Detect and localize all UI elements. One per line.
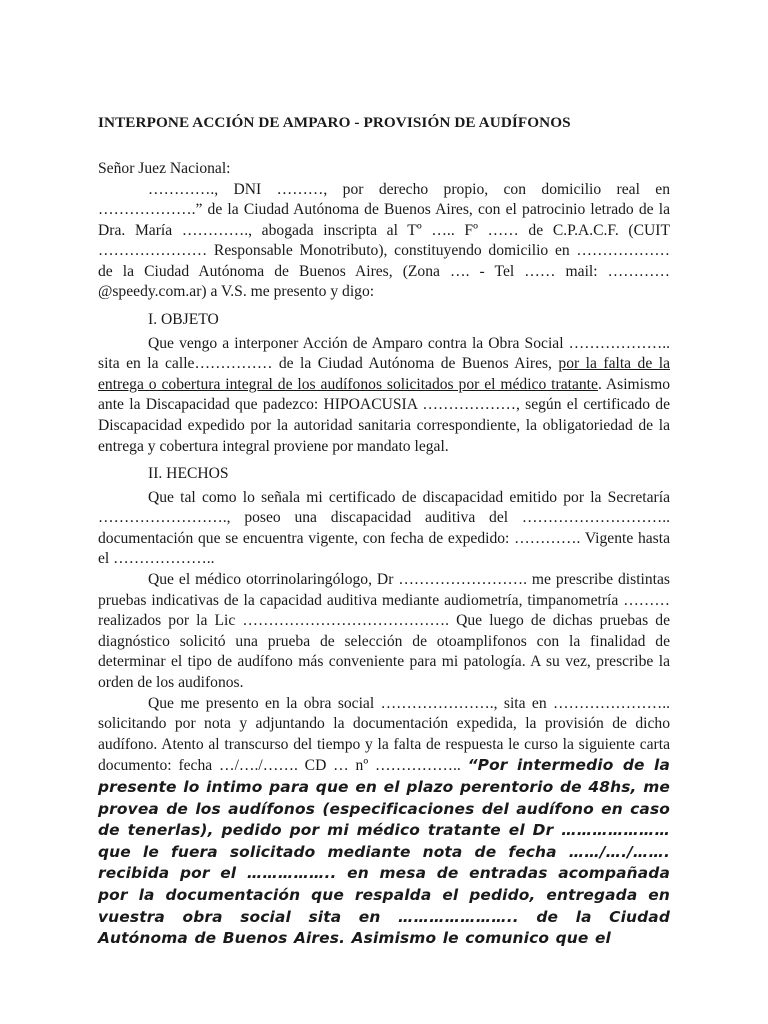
hechos-paragraph-1: Que tal como lo señala mi certificado de discapacidad emitido por la Secretaría ……………………., poseo una discapacidad auditiva del ……………………….. documentación que se encuentra vigente, con fecha de expedido: …………. Vigente hasta el ………………..: [98, 488, 670, 568]
section-heading-hechos: II. HECHOS: [148, 465, 229, 483]
hechos-paragraph-2: Que el médico otorrinolaringólogo, Dr ……………………. me prescribe distintas pruebas indicativas de la capacidad auditiva mediante audiometría, timpanometría ……… realizados por la Lic …………………………………. Que luego de dichas pruebas de diagnóstico solicitó una prueba de selección de otoamplifonos con la finalidad de determinar el tipo de audífono más conveniente para mi patología. A su vez, prescribe la orden de los audifonos.: [98, 571, 670, 691]
carta-documento-quote: “Por intermedio de la presente lo intimo para que en el plazo perentorio de 48hs, me provea de los audífonos (especificaciones del audífono en caso de tenerlas), pedido por mi médico tratante el Dr ………………… que le fuera solicitado mediante nota de fecha ……/…./……. recibida por el …………….. en mesa de entradas acompañada por la documentación que respalda el pedido, entregada en vuestra obra social sita en ………………….. de la Ciudad Autónoma de Buenos Aires. Asimismo le comunico que el: [98, 756, 671, 948]
section-heading-objeto: I. OBJETO: [148, 311, 219, 329]
objeto-text-end: . Asimismo ante la Discapacidad que padezco: HIPOACUSIA ………………, según el certificado de Discapacidad expedido por la autoridad sanitaria correspondiente, la obligatoriedad de la entrega y cobertura integral proviene por mandato legal.: [98, 375, 670, 455]
document-body: [98, 113, 670, 950]
objeto-underlined-text: por la falta de la entrega o cobertura integral de los audífonos solicitados por el médico tratante: [98, 355, 670, 393]
intro-paragraph: …………., DNI ………, por derecho propio, con domicilio real en ……………….” de la Ciudad Autónoma de Buenos Aires, con el patrocinio letrado de la Dra. María …………., abogada inscripta al Tº ….. Fº …… de C.P.A.C.F. (CUIT ………………… Responsable Monotributo), constituyendo domicilio en ……………… de la Ciudad Autónoma de Buenos Aires, (Zona …. - Tel …… mail: …………@speedy.com.ar) a V.S. me presento y digo:: [98, 180, 670, 301]
document-title: INTERPONE ACCIÓN DE AMPARO - PROVISIÓN DE AUDÍFONOS: [98, 114, 571, 131]
objeto-paragraph: [98, 334, 670, 458]
objeto-text-start: Que vengo a interponer Acción de Amparo contra la Obra Social ……………….. sita en la calle…………… de la Ciudad Autónoma de Buenos Aires,: [98, 334, 670, 373]
salutation: Señor Juez Nacional:: [98, 160, 231, 177]
hechos-paragraph-3: [98, 694, 670, 950]
hechos-paragraph-3-text: Que me presento en la obra social …………………., sita en ………………….. solicitando por nota y adjuntando la documentación expedida, la provisión de dicho audífono. Atento al transcurso del tiempo y la falta de respuesta le curso la siguiente carta documento: fecha …/…./……. CD … nº ……………..: [98, 694, 670, 775]
